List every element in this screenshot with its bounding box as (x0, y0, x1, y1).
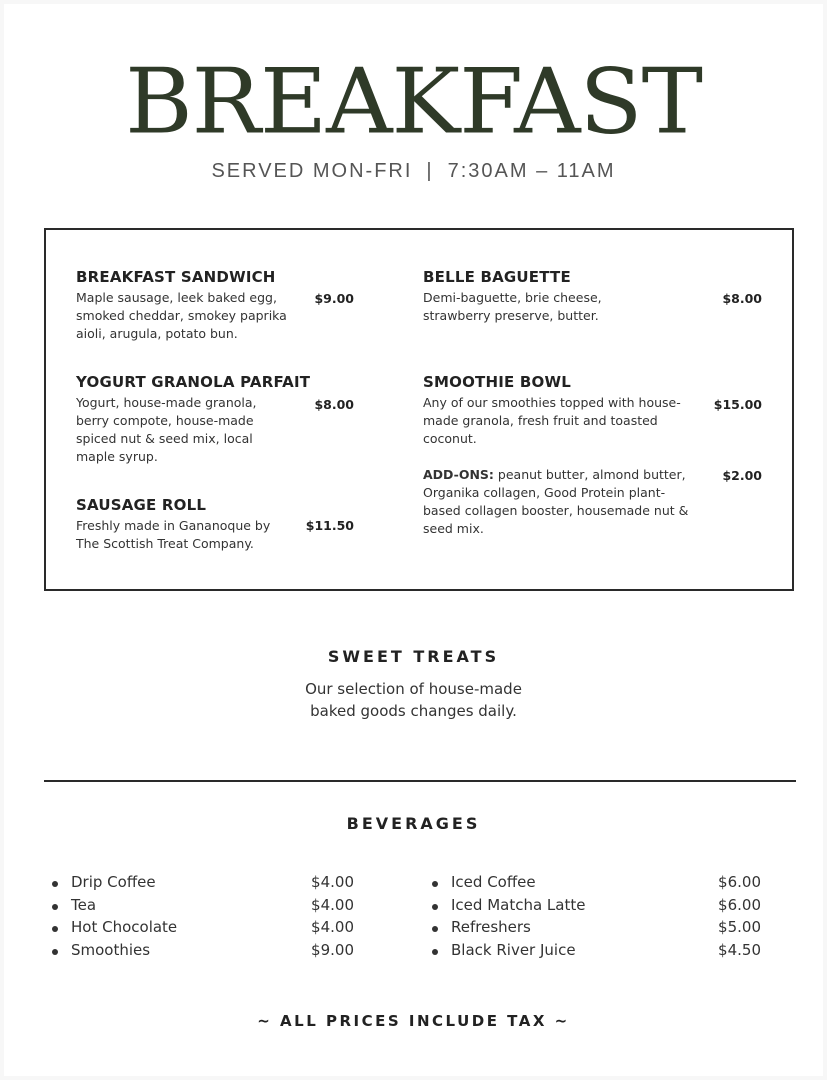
served-separator: | (426, 160, 434, 182)
menu-item-belle-baguette (423, 268, 623, 325)
bullet-icon (52, 926, 58, 932)
beverage-name: Tea (71, 895, 97, 914)
sweet-treats-title: SWEET TREATS (327, 647, 500, 666)
page-title: BREAKFAST (125, 49, 702, 154)
menu-item-sausage-roll (76, 496, 291, 553)
tax-note: ~ ALL PRICES INCLUDE TAX ~ (257, 1012, 570, 1030)
bullet-icon (432, 926, 438, 932)
sweet-treats-line-1: Our selection of house-made (305, 680, 522, 698)
service-hours (0, 160, 827, 183)
served-hours: 7:30AM – 11AM (447, 160, 616, 182)
beverages-list-left (52, 873, 354, 963)
item-description: Yogurt, house-made granola, berry compote, house-made spiced nut & seed mix, local maple syrup. (76, 395, 257, 464)
item-name: SAUSAGE ROLL (76, 496, 207, 514)
item-price: $8.00 (722, 291, 762, 306)
sweet-treats-description (0, 678, 827, 722)
addons-description: peanut butter, almond butter, Organika collagen, Good Protein plant-based collagen booster, housemade nut & seed mix. (423, 467, 689, 536)
beverage-name: Smoothies (71, 940, 151, 959)
menu-item-add-ons (423, 466, 693, 538)
item-price: $15.00 (713, 397, 762, 412)
item-price: $9.00 (314, 291, 354, 306)
item-name: BREAKFAST SANDWICH (76, 268, 276, 286)
beverages-list-right (432, 873, 761, 963)
bullet-icon (432, 904, 438, 910)
list-item (432, 918, 761, 941)
beverage-price: $6.00 (718, 895, 761, 914)
item-description: Freshly made in Gananoque by The Scottish Treat Company. (76, 518, 271, 551)
beverages-title: BEVERAGES (346, 814, 481, 833)
beverage-price: $5.00 (718, 918, 761, 936)
menu-item-yogurt-parfait (76, 373, 311, 466)
beverage-price: $9.00 (311, 940, 354, 959)
item-description: Demi-baguette, brie cheese, strawberry preserve, butter. (423, 290, 602, 323)
beverage-name: Hot Chocolate (71, 918, 178, 936)
list-item (432, 873, 761, 896)
beverage-price: $4.00 (311, 895, 354, 914)
list-item (52, 896, 354, 919)
list-item (432, 896, 761, 919)
item-price: $2.00 (722, 468, 762, 483)
beverage-name: Drip Coffee (71, 873, 156, 891)
addons-text (423, 466, 693, 538)
beverage-name: Refreshers (451, 918, 531, 936)
item-name: YOGURT GRANOLA PARFAIT (76, 373, 311, 391)
item-description: Maple sausage, leek baked egg, smoked cheddar, smokey paprika aioli, arugula, potato bun. (76, 290, 287, 341)
item-price: $11.50 (305, 518, 354, 533)
beverage-name: Black River Juice (451, 940, 576, 959)
bullet-icon (52, 904, 58, 910)
menu-item-breakfast-sandwich (76, 268, 298, 343)
beverage-price: $4.00 (311, 873, 354, 891)
item-name: SMOOTHIE BOWL (423, 373, 571, 391)
beverage-name: Iced Matcha Latte (451, 895, 586, 914)
beverage-price: $4.00 (311, 918, 354, 936)
section-divider (44, 780, 796, 782)
breakfast-items-box (44, 228, 794, 591)
item-description: Any of our smoothies topped with house-made granola, fresh fruit and toasted coconut. (423, 395, 681, 446)
beverage-name: Iced Coffee (451, 873, 536, 891)
list-item (52, 918, 354, 941)
beverage-price: $6.00 (718, 873, 761, 891)
served-days: SERVED MON-FRI (211, 160, 413, 182)
menu-item-smoothie-bowl (423, 373, 693, 448)
beverage-price: $4.50 (718, 940, 761, 959)
list-item (52, 873, 354, 896)
bullet-icon (52, 949, 58, 955)
bullet-icon (432, 949, 438, 955)
item-price: $8.00 (314, 397, 354, 412)
sweet-treats-line-2: baked goods changes daily. (310, 702, 517, 720)
item-name: BELLE BAGUETTE (423, 268, 571, 286)
list-item (52, 941, 354, 964)
addons-label: ADD-ONS: (423, 467, 494, 482)
list-item (432, 941, 761, 964)
bullet-icon (432, 881, 438, 887)
bullet-icon (52, 881, 58, 887)
